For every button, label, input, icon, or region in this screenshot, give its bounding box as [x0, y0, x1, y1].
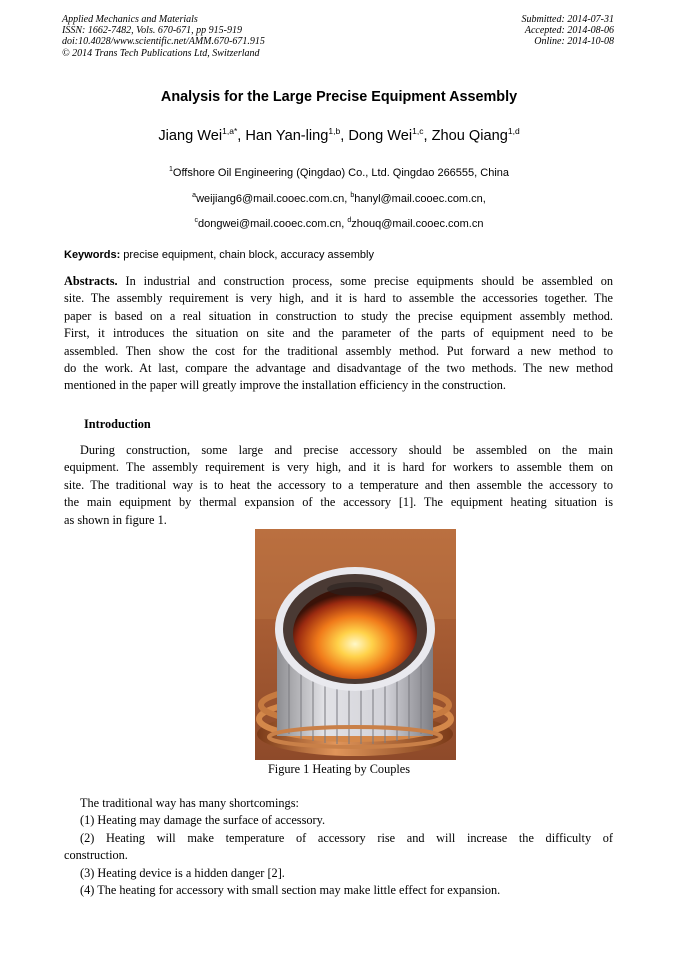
paragraph-line: the main equipment by thermal expansion of the accessory [1]. The equipment heating situation is	[64, 495, 613, 510]
introduction-paragraph	[64, 442, 613, 529]
author-name: Zhou Qiang	[431, 128, 508, 144]
list-item: (1) Heating may damage the surface of accessory.	[80, 813, 326, 828]
email-address: hanyl@mail.cooec.com.cn,	[354, 193, 486, 205]
keywords-label: Keywords:	[64, 249, 121, 261]
heating-crucible-illustration	[255, 529, 456, 760]
section-heading: Introduction	[84, 417, 151, 431]
figure-heating-photo	[255, 529, 456, 760]
paragraph-line: The traditional way has many shortcomings:	[80, 796, 299, 810]
paragraph-line: During construction, some large and precise accessory should be assembled on the main	[80, 443, 613, 457]
list-item-continuation: construction.	[64, 848, 128, 863]
email-mark: b	[350, 192, 355, 199]
author-name: Han Yan-ling	[245, 128, 329, 144]
issn-line: ISSN: 1662-7482, Vols. 670-671, pp 915-919	[62, 25, 242, 37]
shortcomings-list	[64, 795, 613, 899]
author-separator: ,	[340, 128, 349, 144]
author-affiliation-mark: 1,c	[412, 126, 424, 136]
author-affiliation-mark: 1,d	[507, 126, 520, 136]
abstract-line: First, it introduces the situation on site and the parameter of the parts of equipment need to be	[64, 326, 613, 341]
journal-name: Applied Mechanics and Materials	[62, 14, 198, 25]
abstract-line: do the work. At last, compare the advantage and disadvantage of the two methods. The new method	[64, 360, 613, 375]
email-line-1	[0, 193, 678, 205]
journal-info	[62, 14, 265, 59]
abstract-line: paper is based on a real situation in construction to study the precise equipment assembly method.	[64, 308, 613, 323]
abstract-line: mentioned in the paper will greatly improve the installation efficiency in the construction.	[64, 378, 506, 393]
figure-caption: Figure 1 Heating by Couples	[267, 762, 411, 776]
email-mark: d	[347, 217, 352, 224]
abstract-line: site. The assembly requirement is very high, and it is hard to assemble the accessories together. The	[64, 291, 613, 306]
author-list	[0, 128, 678, 144]
abstract-label: Abstracts.	[64, 274, 118, 288]
submitted-date: Submitted: 2014-07-31	[521, 14, 614, 25]
abstract	[64, 273, 613, 395]
copyright-line: © 2014 Trans Tech Publications Ltd, Switzerland	[62, 47, 260, 59]
email-address: dongwei@mail.cooec.com.cn,	[198, 218, 348, 230]
author-separator: ,	[237, 128, 246, 144]
affiliation-mark: 1	[168, 166, 173, 173]
author-separator: ,	[423, 128, 432, 144]
doi-line: doi:10.4028/www.scientific.net/AMM.670-671.915	[62, 36, 265, 48]
affiliation-text: Offshore Oil Engineering (Qingdao) Co., Ltd. Qingdao 266555, China	[172, 167, 510, 179]
abstract-line-text: In industrial and construction process, some precise equipments should be assembled on	[117, 274, 613, 288]
list-item: (3) Heating device is a hidden danger [2].	[80, 865, 285, 880]
keywords-text: precise equipment, chain block, accuracy assembly	[120, 249, 374, 261]
affiliation	[0, 167, 678, 179]
paragraph-line: as shown in figure 1.	[64, 512, 167, 527]
author-affiliation-mark: 1,a*	[222, 126, 238, 136]
email-line-2	[0, 218, 678, 230]
abstract-line	[64, 273, 613, 290]
email-mark: a	[192, 192, 197, 199]
author-affiliation-mark: 1,b	[328, 126, 341, 136]
email-address: zhouq@mail.cooec.com.cn	[351, 218, 484, 230]
email-address: weijiang6@mail.cooec.com.cn,	[196, 193, 351, 205]
list-item: (2) Heating will make temperature of accessory rise and will increase the difficulty of	[80, 830, 613, 845]
online-date: Online: 2014-10-08	[534, 36, 614, 48]
publication-dates	[522, 14, 615, 48]
abstract-line: assembled. Then show the cost for the traditional assembly method. Put forward a new method to	[64, 343, 613, 358]
paragraph-line: site. The traditional way is to heat the accessory to a temperature and then assemble the accessory to	[64, 477, 613, 492]
keywords	[64, 249, 374, 261]
paragraph-line: equipment. The assembly requirement is very high, and it is hard for workers to assemble them on	[64, 460, 613, 475]
list-item: (4) The heating for accessory with small section may make little effect for expansion.	[80, 883, 501, 898]
accepted-date: Accepted: 2014-08-06	[524, 25, 614, 37]
author-name: Jiang Wei	[158, 128, 223, 144]
email-mark: c	[194, 217, 198, 224]
author-name: Dong Wei	[348, 128, 413, 144]
paper-title: Analysis for the Large Precise Equipment Assembly	[160, 89, 518, 105]
